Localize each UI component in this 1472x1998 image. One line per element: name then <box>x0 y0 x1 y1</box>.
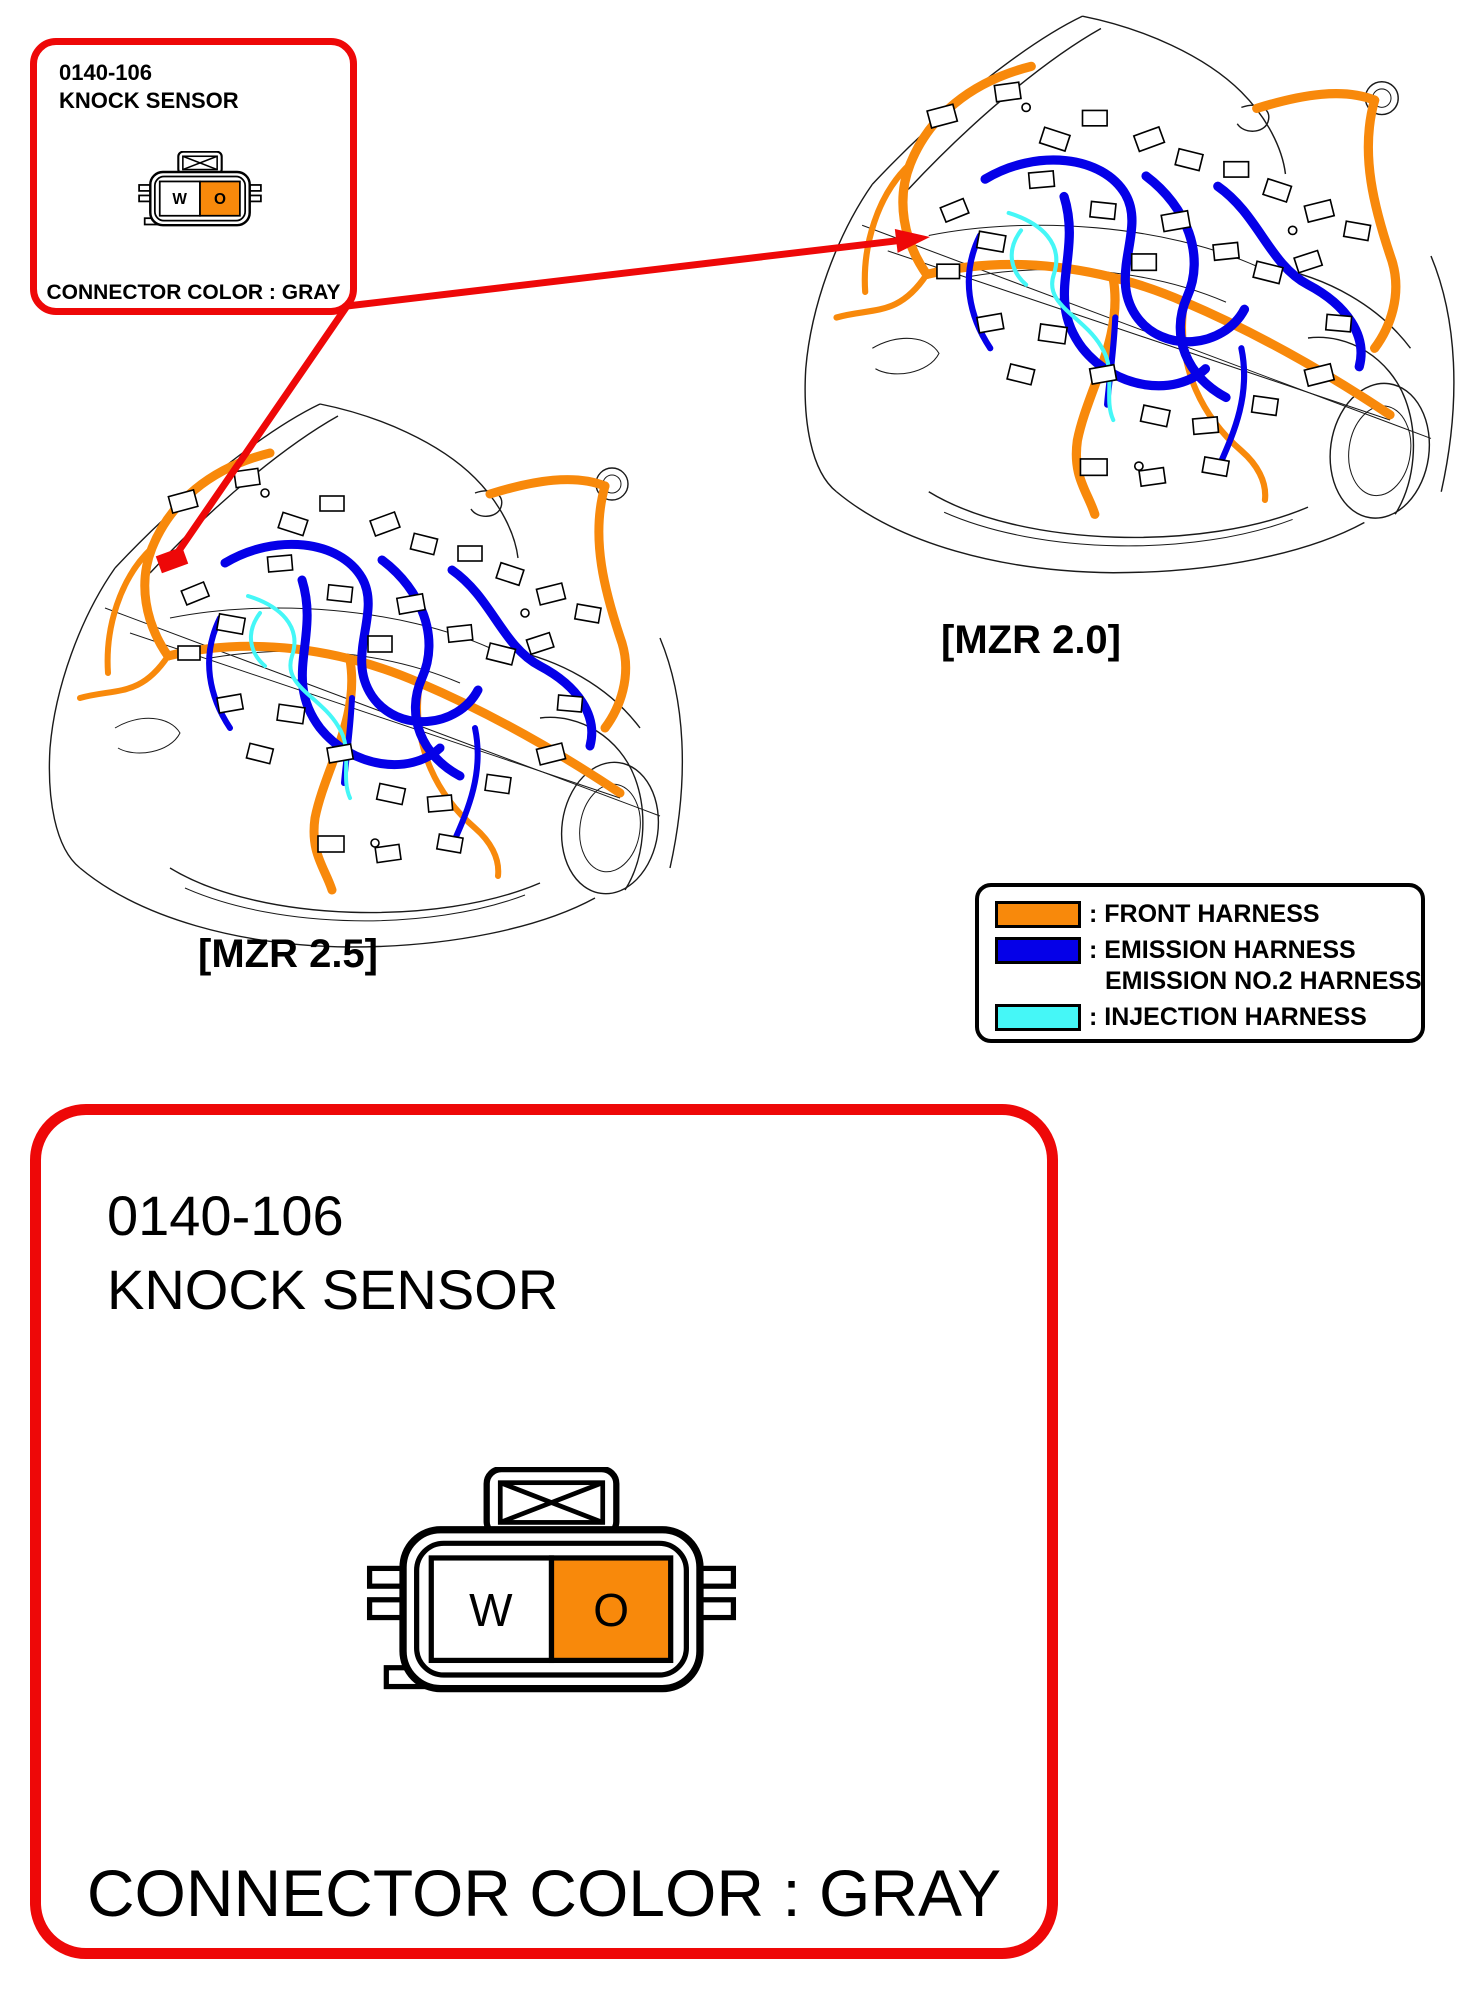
connector-color-label: CONNECTOR COLOR : GRAY <box>86 1856 1002 1930</box>
legend-row-front-harness <box>995 899 1421 930</box>
connector-diagram-large <box>363 1467 740 1697</box>
engine-bay-diagram-mzr25 <box>20 398 700 958</box>
legend-label: : INJECTION HARNESS <box>1089 1003 1367 1031</box>
legend-label: : EMISSION HARNESS <box>1089 936 1356 964</box>
diagram-label-mzr20: [MZR 2.0] <box>941 618 1121 662</box>
connector-pin-w: W <box>172 191 187 209</box>
part-code: 0140-106 <box>59 60 152 85</box>
legend-row-emission-harness <box>995 935 1421 997</box>
legend-label: : FRONT HARNESS <box>1089 900 1320 928</box>
connector-color-label: CONNECTOR COLOR : GRAY <box>46 281 341 304</box>
legend-row-injection-harness <box>995 1002 1421 1033</box>
legend-label-line2: EMISSION NO.2 HARNESS <box>1105 967 1422 995</box>
part-name: KNOCK SENSOR <box>59 88 239 113</box>
diagram-label-mzr25: [MZR 2.5] <box>198 932 378 976</box>
legend-swatch-injection-harness <box>995 1004 1081 1031</box>
knock-sensor-callout-large <box>30 1104 1058 1959</box>
part-name: KNOCK SENSOR <box>107 1258 559 1321</box>
connector-diagram-small <box>137 151 263 228</box>
part-code: 0140-106 <box>107 1184 344 1247</box>
knock-sensor-callout-small <box>30 38 357 315</box>
connector-pin-w: W <box>469 1583 513 1636</box>
connector-pin-o: O <box>213 191 226 209</box>
harness-legend <box>975 883 1425 1043</box>
connector-pin-o: O <box>593 1583 629 1636</box>
engine-bay-diagram-mzr20 <box>775 10 1472 584</box>
legend-swatch-emission-harness <box>995 937 1081 964</box>
legend-swatch-front-harness <box>995 901 1081 928</box>
